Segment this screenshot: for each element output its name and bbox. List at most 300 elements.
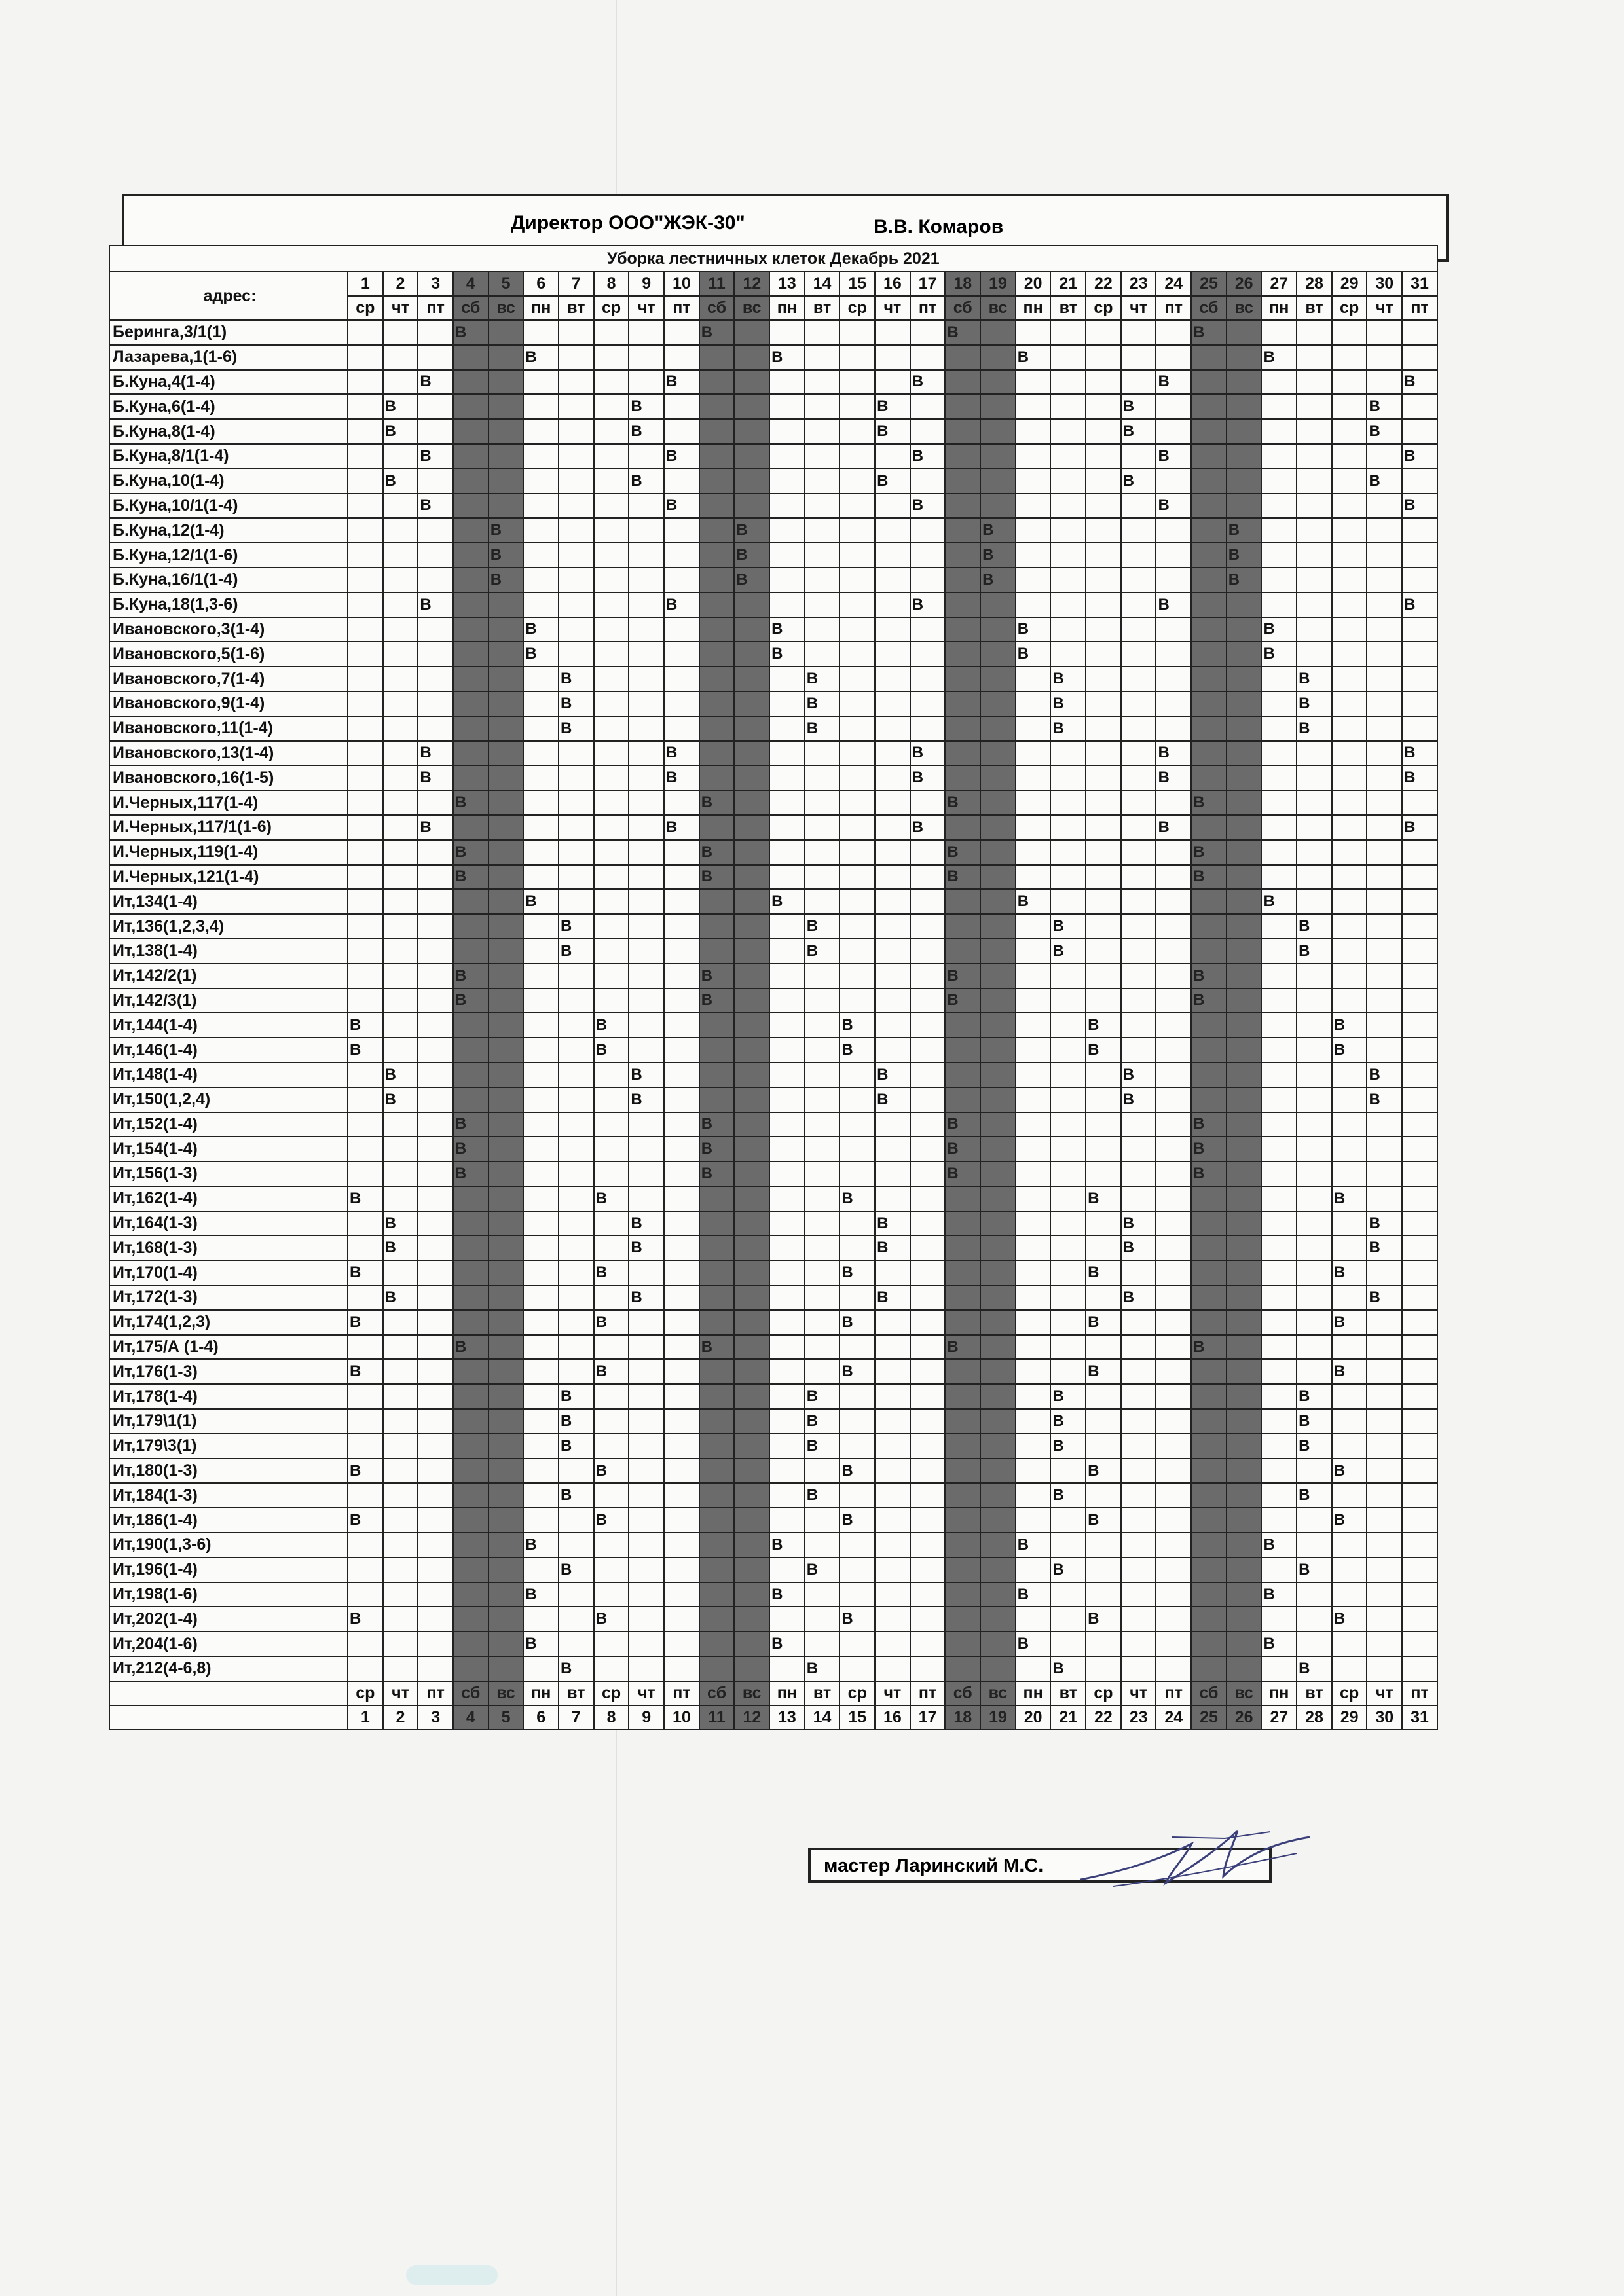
empty-day-cell (734, 1087, 769, 1112)
empty-day-cell (523, 1607, 559, 1631)
empty-day-cell (523, 1434, 559, 1459)
empty-day-cell (734, 617, 769, 642)
cleaning-mark-cell: В (840, 1508, 875, 1533)
cleaning-mark-cell: В (805, 1409, 840, 1434)
empty-day-cell (1332, 989, 1367, 1013)
empty-day-cell (910, 1582, 946, 1607)
empty-day-cell (1191, 1533, 1227, 1558)
cleaning-mark-cell: В (664, 444, 699, 469)
empty-day-cell (629, 518, 664, 543)
empty-day-cell (1332, 320, 1367, 345)
empty-day-cell (1191, 370, 1227, 395)
empty-day-cell (1121, 444, 1156, 469)
empty-day-cell (1261, 469, 1297, 494)
cleaning-mark-cell: В (1297, 1409, 1332, 1434)
footer-weekday: вт (1050, 1681, 1086, 1705)
empty-day-cell (945, 1038, 980, 1063)
empty-day-cell (1121, 642, 1156, 666)
empty-day-cell (1050, 419, 1086, 444)
cleaning-mark-cell: В (559, 666, 594, 691)
empty-day-cell (1227, 1161, 1262, 1186)
cleaning-mark-cell: В (1332, 1013, 1367, 1038)
address-cell: Ит,178(1-4) (109, 1384, 348, 1409)
empty-day-cell (1332, 790, 1367, 815)
empty-day-cell (1227, 617, 1262, 642)
cleaning-mark-cell: В (1297, 914, 1332, 939)
empty-day-cell (1050, 469, 1086, 494)
empty-day-cell (1050, 1285, 1086, 1310)
empty-day-cell (945, 1013, 980, 1038)
footer-weekday: пн (523, 1681, 559, 1705)
empty-day-cell (945, 419, 980, 444)
empty-day-cell (875, 666, 910, 691)
empty-day-cell (1050, 1310, 1086, 1335)
empty-day-cell (523, 469, 559, 494)
cleaning-mark-cell: В (1297, 1434, 1332, 1459)
empty-day-cell (910, 642, 946, 666)
empty-day-cell (1402, 320, 1437, 345)
cleaning-mark-cell: В (453, 1335, 489, 1360)
cleaning-mark-cell: В (383, 394, 418, 419)
empty-day-cell (489, 592, 524, 617)
weekday-header: пт (664, 296, 699, 320)
empty-day-cell (1156, 1137, 1191, 1161)
empty-day-cell (629, 1459, 664, 1484)
empty-day-cell (805, 370, 840, 395)
empty-day-cell (769, 394, 805, 419)
empty-day-cell (1402, 469, 1437, 494)
address-cell: Ит,179\1(1) (109, 1409, 348, 1434)
empty-day-cell (875, 1582, 910, 1607)
footer-day-number: 9 (629, 1705, 664, 1730)
empty-day-cell (418, 1285, 453, 1310)
cleaning-mark-cell: В (453, 320, 489, 345)
empty-day-cell (1227, 320, 1262, 345)
empty-day-cell (523, 691, 559, 716)
schedule-row (109, 1656, 1437, 1681)
empty-day-cell (453, 889, 489, 914)
cleaning-mark-cell: В (875, 1087, 910, 1112)
day-number-header: 1 (348, 272, 383, 296)
empty-day-cell (489, 989, 524, 1013)
empty-day-cell (945, 1434, 980, 1459)
empty-day-cell (1191, 518, 1227, 543)
empty-day-cell (383, 865, 418, 890)
cleaning-mark-cell: В (805, 716, 840, 741)
empty-day-cell (664, 1384, 699, 1409)
empty-day-cell (1227, 1533, 1262, 1558)
cleaning-mark-cell: В (629, 419, 664, 444)
cleaning-mark-cell: В (523, 345, 559, 370)
empty-day-cell (1121, 1434, 1156, 1459)
empty-day-cell (1297, 865, 1332, 890)
empty-day-cell (1402, 666, 1437, 691)
address-cell: И.Черных,117(1-4) (109, 790, 348, 815)
empty-day-cell (734, 741, 769, 766)
empty-day-cell (418, 1409, 453, 1434)
director-title: Директор ООО"ЖЭК-30" (511, 212, 745, 234)
empty-day-cell (418, 320, 453, 345)
empty-day-cell (418, 1558, 453, 1582)
footer-weekday: сб (1191, 1681, 1227, 1705)
cleaning-mark-cell: В (1261, 617, 1297, 642)
address-cell: И.Черных,117/1(1-6) (109, 815, 348, 840)
empty-day-cell (875, 592, 910, 617)
empty-day-cell (1050, 865, 1086, 890)
empty-day-cell (523, 964, 559, 989)
cleaning-mark-cell: В (734, 568, 769, 592)
cleaning-mark-cell: В (875, 1211, 910, 1236)
empty-day-cell (875, 1508, 910, 1533)
empty-day-cell (664, 914, 699, 939)
empty-day-cell (1050, 1013, 1086, 1038)
empty-day-cell (1332, 543, 1367, 568)
empty-day-cell (980, 840, 1016, 865)
empty-day-cell (348, 1384, 383, 1409)
empty-day-cell (383, 1186, 418, 1211)
empty-day-cell (1156, 1211, 1191, 1236)
empty-day-cell (1156, 1409, 1191, 1434)
empty-day-cell (840, 1384, 875, 1409)
empty-day-cell (980, 320, 1016, 345)
empty-day-cell (1016, 1260, 1051, 1285)
empty-day-cell (1227, 666, 1262, 691)
empty-day-cell (559, 1459, 594, 1484)
empty-day-cell (489, 1656, 524, 1681)
empty-day-cell (699, 914, 735, 939)
empty-day-cell (1121, 1384, 1156, 1409)
empty-day-cell (1367, 716, 1402, 741)
empty-day-cell (1227, 1656, 1262, 1681)
empty-day-cell (980, 790, 1016, 815)
empty-day-cell (348, 1137, 383, 1161)
empty-day-cell (383, 1409, 418, 1434)
empty-day-cell (1367, 1359, 1402, 1384)
address-column-header: адрес: (109, 272, 348, 320)
weekday-header: сб (1191, 296, 1227, 320)
empty-day-cell (1227, 642, 1262, 666)
empty-day-cell (769, 1434, 805, 1459)
empty-day-cell (1191, 716, 1227, 741)
empty-day-cell (910, 1211, 946, 1236)
empty-day-cell (945, 1186, 980, 1211)
empty-day-cell (664, 1013, 699, 1038)
empty-day-cell (348, 1235, 383, 1260)
empty-day-cell (875, 765, 910, 790)
empty-day-cell (348, 765, 383, 790)
empty-day-cell (1156, 1161, 1191, 1186)
empty-day-cell (1402, 543, 1437, 568)
empty-day-cell (1050, 790, 1086, 815)
empty-day-cell (1402, 617, 1437, 642)
empty-day-cell (489, 1112, 524, 1137)
empty-day-cell (418, 617, 453, 642)
empty-day-cell (523, 1359, 559, 1384)
empty-day-cell (348, 370, 383, 395)
empty-day-cell (453, 1285, 489, 1310)
empty-day-cell (418, 518, 453, 543)
empty-day-cell (1156, 1483, 1191, 1508)
cleaning-mark-cell: В (418, 370, 453, 395)
empty-day-cell (1227, 1038, 1262, 1063)
empty-day-cell (734, 1558, 769, 1582)
empty-day-cell (805, 1161, 840, 1186)
footer-address-spacer (109, 1681, 348, 1705)
empty-day-cell (1332, 1285, 1367, 1310)
footer-day-number: 10 (664, 1705, 699, 1730)
empty-day-cell (1402, 1607, 1437, 1631)
empty-day-cell (523, 494, 559, 519)
empty-day-cell (805, 320, 840, 345)
empty-day-cell (1367, 1607, 1402, 1631)
empty-day-cell (383, 568, 418, 592)
empty-day-cell (348, 419, 383, 444)
empty-day-cell (1121, 840, 1156, 865)
empty-day-cell (1227, 419, 1262, 444)
empty-day-cell (875, 568, 910, 592)
empty-day-cell (453, 642, 489, 666)
address-cell: Ивановского,5(1-6) (109, 642, 348, 666)
empty-day-cell (453, 691, 489, 716)
empty-day-cell (453, 1211, 489, 1236)
empty-day-cell (453, 666, 489, 691)
empty-day-cell (1016, 1558, 1051, 1582)
empty-day-cell (699, 543, 735, 568)
schedule-row (109, 1161, 1437, 1186)
empty-day-cell (629, 1607, 664, 1631)
empty-day-cell (734, 1656, 769, 1681)
empty-day-cell (1191, 469, 1227, 494)
empty-day-cell (1402, 394, 1437, 419)
empty-day-cell (453, 1533, 489, 1558)
cleaning-mark-cell: В (1261, 1631, 1297, 1656)
empty-day-cell (629, 320, 664, 345)
empty-day-cell (1261, 1335, 1297, 1360)
empty-day-cell (453, 1260, 489, 1285)
empty-day-cell (594, 320, 629, 345)
empty-day-cell (1367, 964, 1402, 989)
empty-day-cell (805, 1335, 840, 1360)
address-cell: Ит,186(1-4) (109, 1508, 348, 1533)
empty-day-cell (489, 964, 524, 989)
footer-weekday: ср (348, 1681, 383, 1705)
empty-day-cell (489, 1359, 524, 1384)
empty-day-cell (769, 469, 805, 494)
empty-day-cell (1261, 370, 1297, 395)
empty-day-cell (383, 840, 418, 865)
empty-day-cell (1016, 1137, 1051, 1161)
schedule-row (109, 1087, 1437, 1112)
empty-day-cell (1261, 666, 1297, 691)
address-cell: Б.Куна,12(1-4) (109, 518, 348, 543)
day-number-header: 17 (910, 272, 946, 296)
empty-day-cell (1261, 419, 1297, 444)
empty-day-cell (980, 1063, 1016, 1087)
cleaning-mark-cell: В (875, 469, 910, 494)
cleaning-mark-cell: В (1121, 1285, 1156, 1310)
cleaning-mark-cell: В (664, 741, 699, 766)
schedule-row (109, 1137, 1437, 1161)
empty-day-cell (840, 1409, 875, 1434)
schedule-row (109, 840, 1437, 865)
empty-day-cell (348, 939, 383, 964)
empty-day-cell (489, 1384, 524, 1409)
empty-day-cell (945, 394, 980, 419)
cleaning-mark-cell: В (453, 840, 489, 865)
cleaning-mark-cell: В (1191, 865, 1227, 890)
cleaning-mark-cell: В (1191, 1161, 1227, 1186)
empty-day-cell (910, 1434, 946, 1459)
address-cell: Ит,174(1,2,3) (109, 1310, 348, 1335)
empty-day-cell (980, 1483, 1016, 1508)
empty-day-cell (875, 1038, 910, 1063)
empty-day-cell (734, 1384, 769, 1409)
empty-day-cell (1016, 592, 1051, 617)
empty-day-cell (523, 1161, 559, 1186)
empty-day-cell (453, 1607, 489, 1631)
empty-day-cell (945, 1211, 980, 1236)
cleaning-mark-cell: В (1191, 1112, 1227, 1137)
empty-day-cell (1261, 568, 1297, 592)
day-number-header: 26 (1227, 272, 1262, 296)
cleaning-mark-cell: В (1121, 419, 1156, 444)
empty-day-cell (594, 939, 629, 964)
empty-day-cell (383, 1384, 418, 1409)
empty-day-cell (980, 1260, 1016, 1285)
empty-day-cell (1156, 1013, 1191, 1038)
empty-day-cell (489, 617, 524, 642)
empty-day-cell (453, 1409, 489, 1434)
footer-weekday: вт (805, 1681, 840, 1705)
weekday-header: вс (489, 296, 524, 320)
empty-day-cell (1297, 790, 1332, 815)
empty-day-cell (1332, 815, 1367, 840)
cleaning-mark-cell: В (1297, 1656, 1332, 1681)
empty-day-cell (1156, 1359, 1191, 1384)
empty-day-cell (559, 320, 594, 345)
empty-day-cell (699, 1359, 735, 1384)
schedule-row (109, 518, 1437, 543)
empty-day-cell (1332, 765, 1367, 790)
cleaning-schedule-table (109, 245, 1438, 1730)
cleaning-mark-cell: В (840, 1359, 875, 1384)
empty-day-cell (418, 1260, 453, 1285)
cleaning-mark-cell: В (1402, 592, 1437, 617)
empty-day-cell (664, 1607, 699, 1631)
empty-day-cell (734, 964, 769, 989)
address-cell: Ит,134(1-4) (109, 889, 348, 914)
empty-day-cell (805, 1285, 840, 1310)
empty-day-cell (1402, 1112, 1437, 1137)
empty-day-cell (1086, 1434, 1121, 1459)
empty-day-cell (1191, 1582, 1227, 1607)
empty-day-cell (699, 1038, 735, 1063)
empty-day-cell (489, 444, 524, 469)
cleaning-mark-cell: В (1297, 1384, 1332, 1409)
day-number-header: 10 (664, 272, 699, 296)
schedule-row (109, 666, 1437, 691)
empty-day-cell (453, 518, 489, 543)
empty-day-cell (348, 1483, 383, 1508)
empty-day-cell (1121, 989, 1156, 1013)
empty-day-cell (664, 568, 699, 592)
empty-day-cell (910, 1335, 946, 1360)
empty-day-cell (1156, 617, 1191, 642)
empty-day-cell (1227, 1631, 1262, 1656)
address-cell: Ит,180(1-3) (109, 1459, 348, 1484)
empty-day-cell (594, 1211, 629, 1236)
empty-day-cell (453, 765, 489, 790)
footer-day-number: 25 (1191, 1705, 1227, 1730)
empty-day-cell (910, 939, 946, 964)
schedule-row (109, 617, 1437, 642)
empty-day-cell (453, 1434, 489, 1459)
footer-day-number: 3 (418, 1705, 453, 1730)
empty-day-cell (1297, 840, 1332, 865)
empty-day-cell (840, 1137, 875, 1161)
empty-day-cell (840, 469, 875, 494)
empty-day-cell (1016, 370, 1051, 395)
empty-day-cell (664, 1656, 699, 1681)
empty-day-cell (1261, 1063, 1297, 1087)
empty-day-cell (875, 964, 910, 989)
empty-day-cell (1261, 716, 1297, 741)
empty-day-cell (489, 494, 524, 519)
empty-day-cell (1121, 494, 1156, 519)
empty-day-cell (1121, 1582, 1156, 1607)
empty-day-cell (945, 1310, 980, 1335)
empty-day-cell (418, 1186, 453, 1211)
schedule-row (109, 1409, 1437, 1434)
empty-day-cell (1191, 1063, 1227, 1087)
footer-weekday: сб (699, 1681, 735, 1705)
empty-day-cell (1332, 1434, 1367, 1459)
empty-day-cell (383, 1112, 418, 1137)
cleaning-mark-cell: В (1227, 518, 1262, 543)
cleaning-mark-cell: В (910, 370, 946, 395)
empty-day-cell (769, 444, 805, 469)
empty-day-cell (559, 592, 594, 617)
empty-day-cell (418, 1161, 453, 1186)
empty-day-cell (1402, 691, 1437, 716)
empty-day-cell (348, 666, 383, 691)
cleaning-mark-cell: В (383, 1211, 418, 1236)
empty-day-cell (453, 1631, 489, 1656)
empty-day-cell (1261, 1384, 1297, 1409)
cleaning-mark-cell: В (559, 939, 594, 964)
empty-day-cell (1191, 1285, 1227, 1310)
empty-day-cell (1367, 592, 1402, 617)
empty-day-cell (1261, 1359, 1297, 1384)
empty-day-cell (594, 1161, 629, 1186)
empty-day-cell (840, 1285, 875, 1310)
empty-day-cell (1402, 568, 1437, 592)
empty-day-cell (1191, 1087, 1227, 1112)
empty-day-cell (805, 617, 840, 642)
empty-day-cell (1367, 1384, 1402, 1409)
empty-day-cell (1332, 617, 1367, 642)
empty-day-cell (699, 1582, 735, 1607)
cleaning-mark-cell: В (769, 642, 805, 666)
footer-day-number: 26 (1227, 1705, 1262, 1730)
empty-day-cell (1086, 1582, 1121, 1607)
empty-day-cell (559, 964, 594, 989)
empty-day-cell (805, 989, 840, 1013)
schedule-row (109, 320, 1437, 345)
empty-day-cell (1261, 1656, 1297, 1681)
empty-day-cell (594, 617, 629, 642)
empty-day-cell (734, 642, 769, 666)
